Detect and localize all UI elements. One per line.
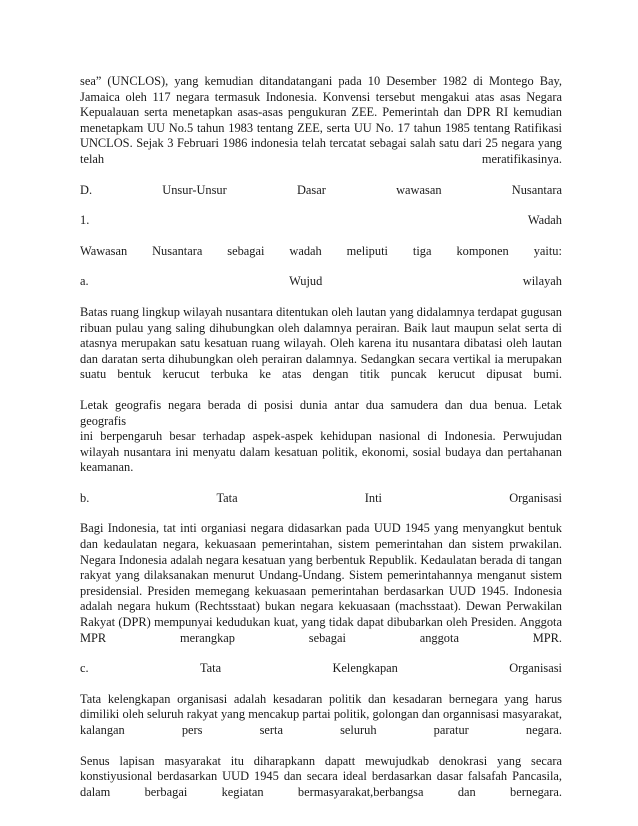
heading-word: wilayah bbox=[522, 274, 562, 289]
section-heading bbox=[80, 491, 562, 507]
text-line: Rakyat (DPR) mempunyai kedudukan kuat, yang tidak dapat dibubarkan oleh Presiden. Anggota bbox=[80, 615, 562, 630]
heading-word: Inti bbox=[364, 490, 383, 505]
text-line: UNCLOS. Sejak 3 Februari 1986 indonesia telah tercatat sebagai salah satu dari 25 negara yang bbox=[80, 136, 562, 151]
text-line: telah meratifikasinya. bbox=[80, 151, 562, 166]
heading-word: yaitu: bbox=[533, 243, 562, 258]
heading-word: Kelengkapan bbox=[332, 661, 398, 676]
text-line: Bagi Indonesia, tat inti organiasi negara didasarkan pada UUD 1945 yang menyangkut bentuk bbox=[80, 521, 562, 536]
text-line: Kepualauan serta menetapkan asas-asas pengukuran ZEE. Pemerintah dan DPR RI kemudian bbox=[80, 105, 562, 120]
text-line: dan kedaulatan negara, kekuasaan pemerintahan, sistem pemerintahan dan sistem prwakilan. bbox=[80, 537, 562, 552]
section-heading bbox=[80, 661, 562, 677]
heading-word: Wawasan bbox=[80, 243, 128, 258]
text-line: Letak geografis negara berada di posisi dunia antar dua samudera dan dua benua. Letak geografis bbox=[80, 397, 562, 428]
heading-word: meliputi bbox=[346, 243, 388, 258]
heading-word: sebagai bbox=[227, 243, 265, 258]
heading-word: Organisasi bbox=[509, 490, 562, 505]
text-line: dan daratan serta dihubungkan oleh perairan dalamnya. Sedangkan secara vertikal ia merupakan bbox=[80, 351, 562, 366]
paragraph bbox=[80, 754, 562, 801]
heading-word: Organisasi bbox=[509, 661, 562, 676]
paragraph bbox=[80, 521, 562, 646]
section-heading bbox=[80, 274, 562, 290]
text-line: Jamaica oleh 117 negara termasuk Indonesia. Konvensi tersebut mengakui atas asas Negara bbox=[80, 89, 562, 104]
heading-word: wawasan bbox=[396, 182, 442, 197]
heading-word: wadah bbox=[289, 243, 322, 258]
heading-word: Wujud bbox=[289, 274, 323, 289]
heading-word: Dasar bbox=[296, 182, 326, 197]
section-heading bbox=[80, 183, 562, 199]
heading-word: tiga bbox=[412, 243, 432, 258]
text-line: rakyat yang dilaksanakan menurut Undang-Undang. Sistem pemerintahannya menganut sistem bbox=[80, 568, 562, 583]
heading-word: Tata bbox=[216, 490, 238, 505]
text-line: wilayah nusantara ini menyatu dalam kesatuan politik, ekonomi, sosial budaya dan pertahanan bbox=[80, 444, 562, 459]
heading-word: Nusantara bbox=[511, 182, 562, 197]
section-heading bbox=[80, 244, 562, 260]
text-line: ini berpengaruh besar terhadap aspek-aspek kehidupan nasional di Indonesia. Perwujudan bbox=[80, 429, 562, 444]
heading-word: c. bbox=[80, 661, 89, 676]
text-line: Negara Indonesia adalah negara kesatuan yang berbentuk Republik. Kedaulatan berada di tangan bbox=[80, 552, 562, 567]
paragraph bbox=[80, 692, 562, 739]
heading-word: Wadah bbox=[527, 213, 562, 228]
heading-word: Tata bbox=[199, 661, 222, 676]
text-line: presidensial. Presiden memegang kekuasaan pemerintahan berdasarkan UUD 1945. Indonesia bbox=[80, 583, 562, 598]
text-line: sea” (UNCLOS), yang kemudian ditandatangani pada 10 Desember 1982 di Montego Bay, bbox=[80, 74, 562, 88]
text-line: Senus lapisan masyarakat itu diharapkann dapatt mewujudkab denokrasi yang secara bbox=[80, 753, 562, 768]
paragraph bbox=[80, 305, 562, 383]
text-line: kalangan pers serta seluruh paratur negara. bbox=[80, 723, 562, 737]
text-line: atasnya merupakan satu kesatuan ruang wilayah. Oleh karena itu nusantara dibatasi oleh lautan bbox=[80, 336, 562, 351]
text-line: konstiyusional berdasarkan UUD 1945 dan secara ideal berdasarkan dasar falsafah Pancasila, bbox=[80, 769, 562, 784]
heading-word: Nusantara bbox=[152, 243, 203, 258]
heading-word: D. bbox=[80, 182, 93, 197]
text-line: Batas ruang lingkup wilayah nusantara ditentukan oleh lautan yang didalamnya terdapat gugusan bbox=[80, 304, 562, 319]
text-line: ribuan pulau yang saling dihubungkan oleh dalamnya perairan. Baik laut maupun selat serta di bbox=[80, 320, 562, 335]
text-line: dalam berbagai kegiatan bermasyarakat,berbangsa dan bernegara. bbox=[80, 784, 562, 799]
text-line: MPR merangkap sebagai anggota MPR. bbox=[80, 630, 562, 645]
heading-word: a. bbox=[80, 274, 89, 289]
text-line: suatu bentuk kerucut terbuka ke atas dengan titik puncak kerucut dipusat bumi. bbox=[80, 367, 562, 382]
document-page bbox=[80, 74, 562, 815]
text-line: adalah negara hukum (Rechtsstaat) bukan negara kekuasaan (machsstaat). Dewan Perwakilan bbox=[80, 599, 562, 614]
heading-word: Unsur-Unsur bbox=[162, 182, 227, 197]
heading-word: b. bbox=[80, 490, 90, 505]
text-line: menetapkam UU No.5 tahun 1983 tentang ZEE, serta UU No. 17 tahun 1985 tentang Ratifikasi bbox=[80, 120, 562, 135]
text-line: Tata kelengkapan organisasi adalah kesadaran politik dan kesadaran bernegara yang harus bbox=[80, 691, 562, 706]
paragraph bbox=[80, 398, 562, 476]
text-line: keamanan. bbox=[80, 460, 134, 475]
paragraph bbox=[80, 74, 562, 168]
heading-word: 1. bbox=[80, 213, 90, 228]
text-line: dimiliki oleh seluruh rakyat yang mencakup partai politik, golongan dan organnisasi masyarakat, bbox=[80, 707, 562, 722]
heading-word: komponen bbox=[456, 243, 509, 258]
section-heading bbox=[80, 213, 562, 229]
